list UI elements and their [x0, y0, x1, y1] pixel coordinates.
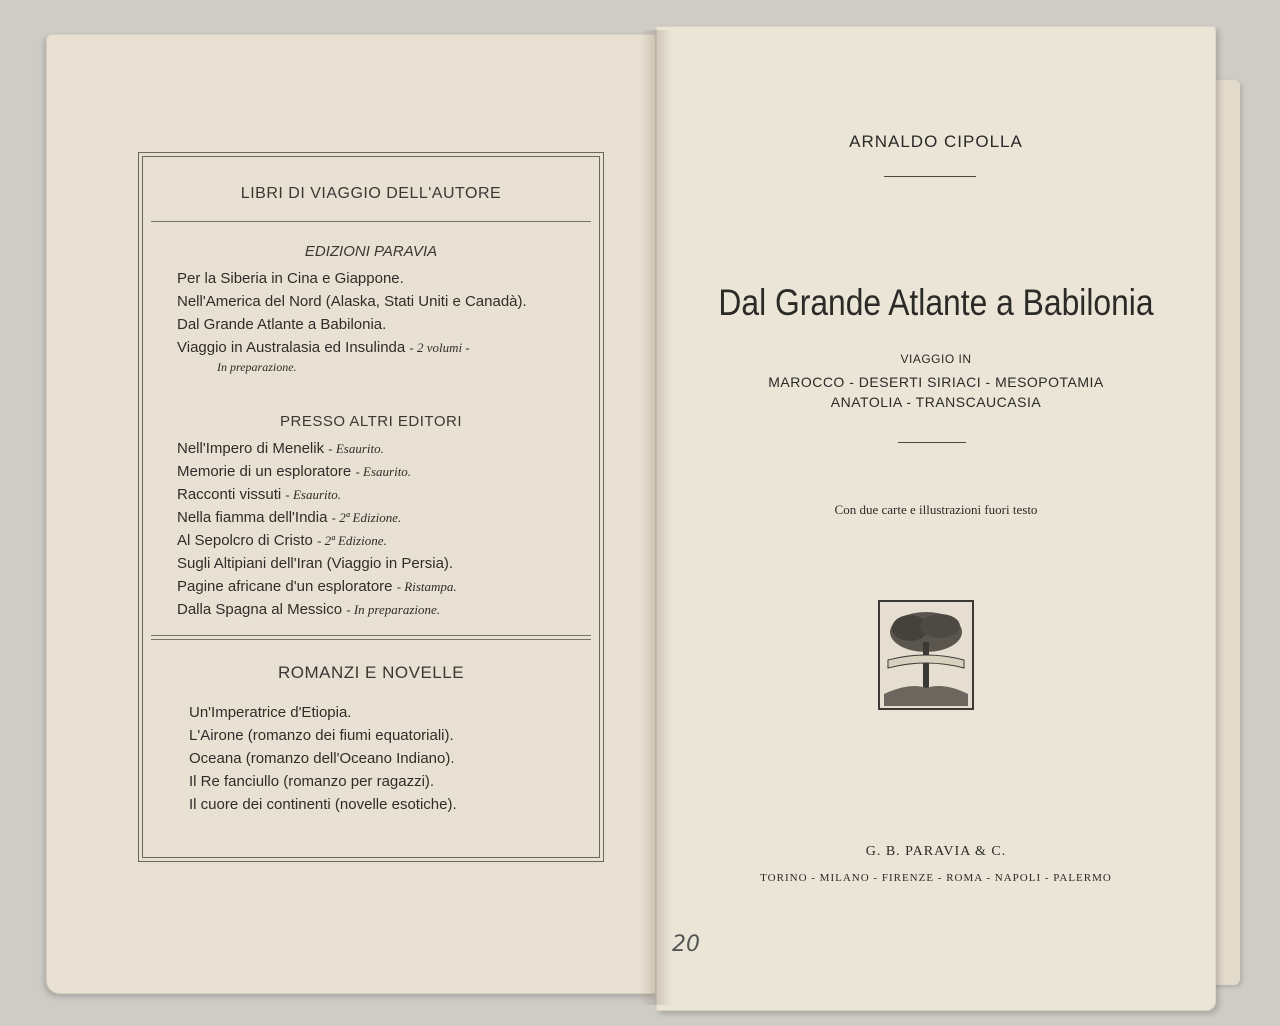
list-item: Un'Imperatrice d'Etiopia.	[189, 704, 352, 721]
list-item: Racconti vissuti - Esaurito.	[177, 486, 341, 503]
section-heading-paravia: EDIZIONI PARAVIA	[304, 243, 438, 260]
list-item: Il Re fanciullo (romanzo per ragazzi).	[189, 773, 435, 790]
book-title: Dal Grande Atlante a Babilonia	[718, 282, 1154, 323]
regions-line-2: ANATOLIA - TRANSCAUCASIA	[830, 394, 1042, 410]
list-item: Il cuore dei continenti (novelle esotiche).	[189, 796, 457, 813]
author-name: ARNALDO CIPOLLA	[849, 132, 1023, 151]
divider-rule	[151, 635, 591, 636]
list-item: L'Airone (romanzo dei fiumi equatoriali).	[189, 727, 454, 744]
handwritten-number: 20	[672, 932, 700, 957]
list-item: Per la Siberia in Cina e Giappone.	[177, 270, 404, 287]
romanzi-list	[189, 701, 457, 816]
list-item: Pagine africane d'un esploratore - Ristampa.	[177, 578, 457, 595]
list-item: Nella fiamma dell'India - 2ª Edizione.	[177, 509, 402, 526]
list-item: Oceana (romanzo dell'Oceano Indiano).	[189, 750, 455, 767]
list-item: Memorie di un esploratore - Esaurito.	[177, 463, 412, 480]
open-book	[28, 20, 1240, 1015]
publisher-cities: TORINO - MILANO - FIRENZE - ROMA - NAPOLI - PALERMO	[760, 872, 1112, 884]
viaggio-in: VIAGGIO IN	[900, 352, 972, 366]
divider-rule	[151, 221, 591, 222]
section-heading-romanzi: ROMANZI E NOVELLE	[277, 663, 465, 682]
altri-list	[177, 437, 457, 621]
list-item: Al Sepolcro di Cristo - 2ª Edizione.	[177, 532, 387, 549]
list-item: Nell'America del Nord (Alaska, Stati Uniti e Canadà).	[177, 293, 527, 310]
bibliography-frame	[142, 156, 600, 858]
right-page	[656, 26, 1216, 1011]
regions-line-1: MAROCCO - DESERTI SIRIACI - MESOPOTAMIA	[768, 374, 1104, 390]
list-item: Dal Grande Atlante a Babilonia.	[177, 316, 387, 333]
illustrations-note: Con due carte e illustrazioni fuori testo	[834, 502, 1038, 517]
divider-rule	[898, 442, 966, 443]
list-item: Sugli Altipiani dell'Iran (Viaggio in Persia).	[177, 555, 454, 572]
publisher-name: G. B. PARAVIA & C.	[865, 844, 1007, 859]
section-heading-altri: PRESSO ALTRI EDITORI	[280, 413, 462, 430]
divider-rule	[884, 176, 976, 177]
left-page	[46, 34, 656, 994]
main-heading: LIBRI DI VIAGGIO DELL'AUTORE	[240, 185, 502, 202]
list-item: Dalla Spagna al Messico - In preparazione.	[177, 601, 441, 618]
publisher-mark	[878, 600, 974, 710]
tree-emblem-icon	[880, 602, 972, 708]
list-item-note: In preparazione.	[217, 360, 297, 374]
paravia-list	[177, 267, 527, 375]
list-item: Viaggio in Australasia ed Insulinda - 2 volumi -	[177, 339, 470, 356]
divider-rule	[151, 639, 591, 640]
list-item: Nell'Impero di Menelik - Esaurito.	[177, 440, 384, 457]
book-gutter	[640, 30, 672, 1005]
